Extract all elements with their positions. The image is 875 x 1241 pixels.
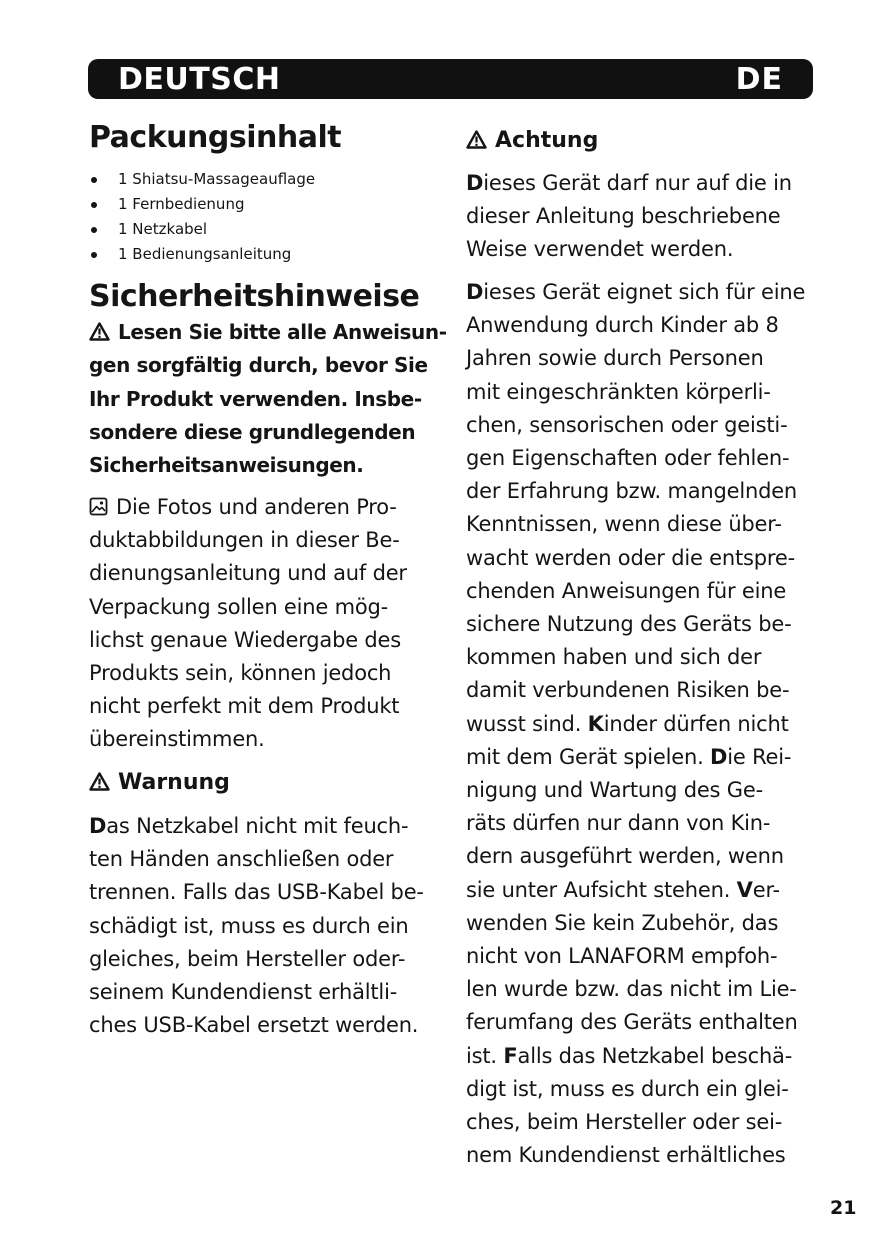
list-item: 1 Shiatsu-Massageauflage [89, 167, 315, 192]
attention-line: Kenntnissen, wenn diese über- [466, 512, 782, 537]
drop-initial: D [466, 280, 484, 304]
attention-line: alls das Netzkabel beschä- [517, 1043, 793, 1068]
attention-line: ist. [466, 1043, 504, 1068]
attention-line: chenden Anweisungen für eine [466, 578, 787, 603]
photos-disclaimer-line: lichst genaue Wiedergabe des [89, 627, 401, 652]
list-item: 1 Fernbedienung [89, 192, 315, 217]
attention-line: mit eingeschränkten körperli- [466, 379, 771, 404]
attention-line: inder dürfen nicht [603, 711, 789, 736]
image-icon [89, 497, 108, 516]
attention-line: len wurde bzw. das nicht im Lie- [466, 977, 797, 1002]
attention-line: wusst sind. [466, 711, 588, 736]
attention-line: ieses Gerät darf nur auf die in [483, 171, 792, 195]
photos-disclaimer-line: duktabbildungen in dieser Be- [89, 528, 400, 553]
warning-line: schädigt ist, muss es durch ein [89, 913, 409, 938]
safety-intro [89, 316, 449, 482]
language-title: DEUTSCH [118, 62, 281, 97]
drop-initial: F [503, 1043, 518, 1068]
attention-line: gen Eigenschaften oder fehlen- [466, 446, 790, 471]
attention-line: ches, beim Hersteller oder sei- [466, 1110, 783, 1135]
package-contents-list [89, 167, 315, 267]
drop-initial: D [89, 814, 107, 838]
attention-line: Jahren sowie durch Personen [466, 346, 764, 371]
attention-line: nigung und Wartung des Ge- [466, 778, 763, 803]
drop-initial: D [466, 171, 484, 195]
language-header-bar [88, 59, 813, 99]
drop-initial: V [736, 877, 753, 902]
photos-disclaimer-line: Produkts sein, können jedoch [89, 661, 392, 686]
warning-heading [89, 768, 230, 798]
warning-triangle-icon [89, 772, 110, 791]
warning-triangle-icon [89, 322, 110, 341]
photos-disclaimer-line: dienungsanleitung und auf der [89, 561, 407, 586]
attention-line: räts dürfen nur dann von Kin- [466, 811, 771, 836]
warning-line: ches USB-Kabel ersetzt werden. [89, 1013, 419, 1038]
attention-paragraph-1 [466, 167, 826, 267]
attention-line: wacht werden oder die entspre- [466, 545, 795, 570]
safety-intro-line: Sicherheitsanweisungen. [89, 453, 364, 478]
attention-heading [466, 126, 598, 156]
attention-line: dieser Anleitung beschriebene [466, 204, 781, 229]
language-code: DE [735, 62, 783, 97]
warning-title: Warnung [118, 770, 230, 795]
attention-line: damit verbundenen Risiken be- [466, 678, 790, 703]
warning-triangle-icon [466, 130, 487, 149]
attention-line: der Erfahrung bzw. mangelnden [466, 479, 798, 504]
list-item: 1 Netzkabel [89, 217, 315, 242]
list-item: 1 Bedienungsanleitung [89, 242, 315, 267]
safety-intro-line: sondere diese grundlegenden [89, 419, 416, 444]
drop-initial: D [710, 744, 728, 769]
warning-text [89, 810, 449, 1042]
attention-line: sie unter Aufsicht stehen. [466, 877, 737, 902]
attention-line: nicht von LANAFORM empfoh- [466, 944, 778, 969]
attention-line: sichere Nutzung des Geräts be- [466, 612, 792, 637]
attention-line: Weise verwendet werden. [466, 237, 734, 262]
attention-line: nem Kundendienst erhältliches [466, 1143, 786, 1168]
warning-line: as Netzkabel nicht mit feuch- [106, 814, 409, 838]
attention-line: ieses Gerät eignet sich für eine [483, 280, 806, 304]
attention-paragraph-2 [466, 276, 826, 1172]
safety-intro-line: gen sorgfältig durch, bevor Sie [89, 353, 428, 378]
safety-intro-line: Ihr Produkt verwenden. Insbe- [89, 386, 422, 411]
attention-line: ferumfang des Geräts enthalten [466, 1010, 798, 1035]
photos-disclaimer-line: nicht perfekt mit dem Produkt [89, 694, 400, 719]
attention-title: Achtung [495, 128, 599, 153]
warning-line: ten Händen anschließen oder [89, 847, 394, 872]
warning-line: trennen. Falls das USB-Kabel be- [89, 880, 424, 905]
safety-heading: Sicherheitshinweise [89, 279, 420, 314]
attention-line: digt ist, muss es durch ein glei- [466, 1076, 789, 1101]
drop-initial: K [587, 711, 604, 736]
warning-line: gleiches, beim Hersteller oder- [89, 946, 406, 971]
attention-line: dern ausgeführt werden, wenn [466, 844, 784, 869]
photos-disclaimer-line: Verpackung sollen eine mög- [89, 594, 389, 619]
attention-line: Anwendung durch Kinder ab 8 [466, 313, 779, 338]
attention-line: chen, sensorischen oder geisti- [466, 412, 788, 437]
photos-disclaimer-line: übereinstimmen. [89, 727, 265, 752]
safety-intro-line: Lesen Sie bitte alle Anweisun- [118, 320, 447, 344]
attention-line: kommen haben und sich der [466, 645, 762, 670]
photos-disclaimer-line: Die Fotos und anderen Pro- [116, 495, 397, 519]
attention-line: mit dem Gerät spielen. [466, 744, 711, 769]
package-contents-heading: Packungsinhalt [89, 120, 342, 155]
photos-disclaimer [89, 491, 449, 757]
attention-line: ie Rei- [727, 744, 792, 769]
attention-line: er- [752, 877, 780, 902]
warning-line: seinem Kundendienst erhältli- [89, 980, 398, 1005]
page-number: 21 [830, 1197, 857, 1219]
attention-line: wenden Sie kein Zubehör, das [466, 910, 779, 935]
